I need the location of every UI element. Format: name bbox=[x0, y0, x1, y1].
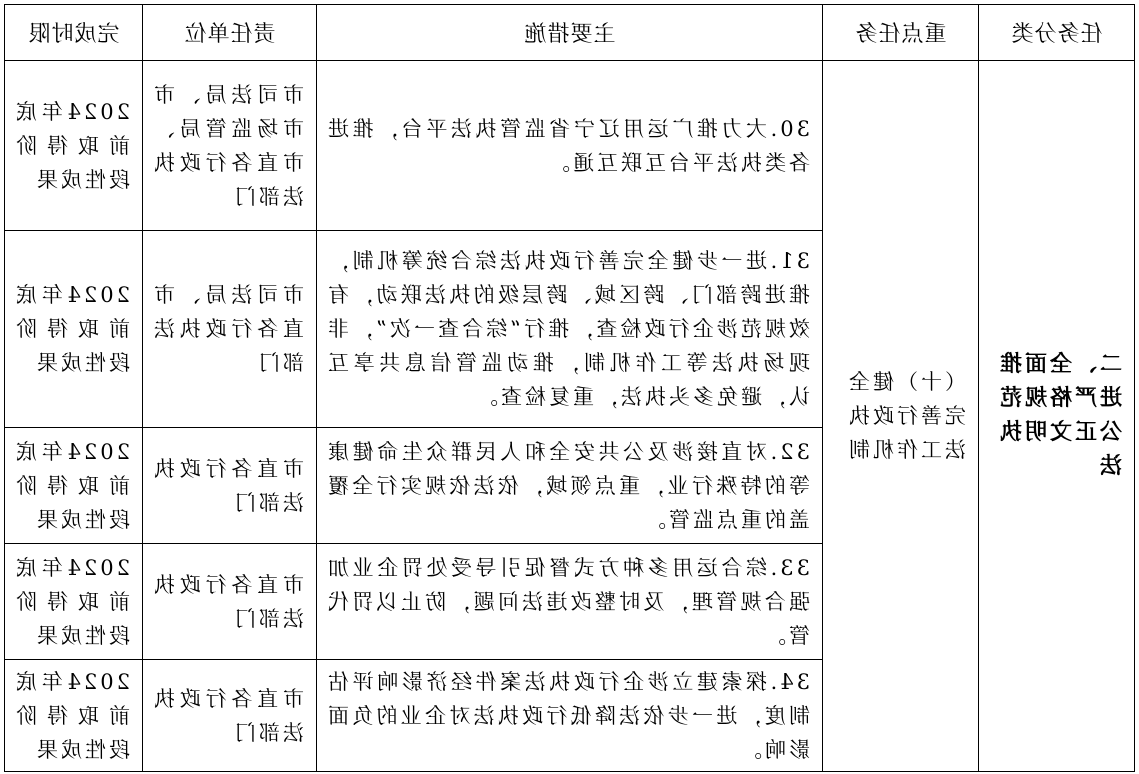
deadline-cell bbox=[5, 61, 143, 231]
measure-cell bbox=[317, 660, 823, 772]
category-cell bbox=[979, 61, 1135, 772]
deadline-text: 2024年底前取得阶段性成果 bbox=[13, 99, 130, 192]
measure-text: 30.大力推广运用辽宁省监管执法平台，推进各类执法平台互联互通。 bbox=[325, 116, 810, 175]
measure-cell bbox=[317, 428, 823, 544]
table-row bbox=[5, 61, 1135, 231]
deadline-cell bbox=[5, 544, 143, 660]
deadline-text: 2024年底前取得阶段性成果 bbox=[13, 555, 130, 648]
measure-text: 32.对直接涉及公共安全和人民群众生命健康等的特殊行业，重点领域，依法依规实行全覆盖的重点监管。 bbox=[325, 439, 810, 532]
deadline-cell bbox=[5, 428, 143, 544]
unit-text: 市直各行政执法部门 bbox=[151, 572, 304, 631]
header-unit: 责任单位 bbox=[143, 5, 317, 61]
unit-text: 市直各行政执法部门 bbox=[151, 456, 304, 515]
unit-text: 市司法局、市直各行政执法部门 bbox=[151, 283, 304, 375]
header-deadline: 完成时限 bbox=[5, 5, 143, 61]
key-task-cell bbox=[823, 61, 979, 772]
key-task-text: （十）健全完善行政执法工作机制 bbox=[846, 370, 966, 462]
header-key-task: 重点任务 bbox=[823, 5, 979, 61]
unit-text: 市直各行政执法部门 bbox=[151, 686, 304, 745]
header-row bbox=[5, 5, 1135, 61]
measure-text: 31.进一步健全完善行政执法综合统筹机制，推进跨部门、跨区域、跨层级的执法联动，有效规范涉企行政检查，推行“综合查一次”，非现场执法等工作机制，推动监管信息共享互认，避免多头执法，重复检查。 bbox=[325, 249, 810, 409]
category-text: 二、全面推进严格规范公正文明执法 bbox=[996, 352, 1122, 479]
deadline-cell bbox=[5, 660, 143, 772]
header-category: 任务分类 bbox=[979, 5, 1135, 61]
deadline-text: 2024年底前取得阶段性成果 bbox=[13, 283, 130, 375]
header-measure: 主要措施 bbox=[317, 5, 823, 61]
unit-cell bbox=[143, 231, 317, 428]
deadline-cell bbox=[5, 231, 143, 428]
deadline-text: 2024年底前取得阶段性成果 bbox=[13, 439, 130, 532]
unit-cell bbox=[143, 61, 317, 231]
deadline-text: 2024年底前取得阶段性成果 bbox=[13, 669, 130, 762]
unit-cell bbox=[143, 660, 317, 772]
measure-cell bbox=[317, 231, 823, 428]
task-table bbox=[4, 4, 1135, 772]
measure-cell bbox=[317, 61, 823, 231]
unit-cell bbox=[143, 544, 317, 660]
measure-text: 33.综合运用多种方式督促引导受处罚企业加强合规管理，及时整改违法问题，防止以罚代管。 bbox=[325, 555, 810, 648]
unit-text: 市司法局、市市场监管局、市直各行政执法部门 bbox=[151, 82, 304, 209]
measure-cell bbox=[317, 544, 823, 660]
unit-cell bbox=[143, 428, 317, 544]
measure-text: 34.探索建立涉企行政执法案件经济影响评估制度，进一步依法降低行政执法对企业的负面影响。 bbox=[325, 669, 810, 762]
